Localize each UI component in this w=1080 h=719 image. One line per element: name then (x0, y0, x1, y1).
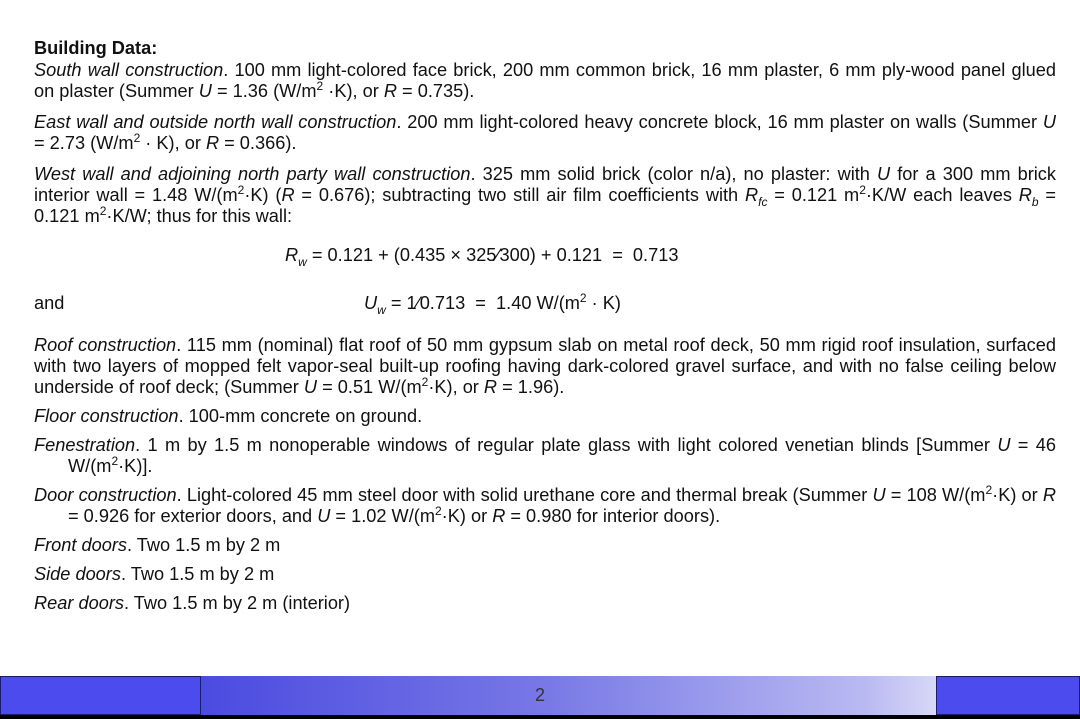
east-wall-text-3: · K), or (140, 133, 206, 153)
door-text-7: = 0.980 for interior doors). (505, 506, 721, 526)
roof-text-1: . 115 mm (nominal) flat roof of 50 mm gypsum slab on metal roof deck, 50 mm rigid roof insulation, surfaced with two layers of mopped felt vapor-seal built-up roofing having dark-colored gravel surface, and with no false ceiling below underside of roof deck; (Summer (34, 335, 1056, 397)
door-r2-symbol: R (492, 506, 506, 526)
west-wall-text-3: ·K) ( (244, 185, 282, 205)
side-doors-text: . Two 1.5 m by 2 m (120, 564, 275, 584)
door-text-5: = 1.02 W/(m (330, 506, 435, 526)
south-wall-label: South wall construction (34, 60, 224, 80)
door-r-symbol: R (1042, 485, 1056, 505)
roof-r-symbol: R (483, 377, 498, 397)
door-superscript-1: 2 (985, 483, 993, 497)
slide-content (34, 38, 1056, 614)
west-wall-label: West wall and adjoining north party wall construction (34, 164, 471, 184)
south-wall-text-3: ·K), or (323, 81, 384, 101)
page-number: 2 (534, 685, 545, 705)
east-wall-text-2: = 2.73 (W/m (34, 133, 134, 153)
east-wall-label: East wall and outside north wall construction (34, 112, 397, 132)
west-wall-superscript-3: 2 (99, 204, 107, 218)
bottom-edge-bar (0, 715, 1080, 719)
floor-paragraph (34, 406, 1056, 427)
south-wall-r-symbol: R (383, 81, 397, 101)
fenestration-text-1: . 1 m by 1.5 m nonoperable windows of regular plate glass with light colored venetian blinds [Summer (135, 435, 998, 455)
front-doors-text: . Two 1.5 m by 2 m (127, 535, 281, 555)
rw-equation-subscript: w (298, 255, 307, 269)
floor-label: Floor construction (34, 406, 179, 426)
uw-equation-superscript: 2 (579, 291, 587, 305)
south-wall-superscript: 2 (316, 79, 324, 93)
west-wall-rb-symbol: R (1018, 185, 1032, 205)
rw-equation-variable: R (285, 245, 299, 265)
fenestration-label: Fenestration (34, 435, 136, 455)
floor-text-1: . 100-mm concrete on ground. (178, 406, 423, 426)
side-doors-paragraph (34, 564, 1056, 585)
door-text-4: = 0.926 for exterior doors, and (68, 506, 318, 526)
roof-text-2: = 0.51 W/(m (317, 377, 422, 397)
south-wall-text-4: = 0.735). (396, 81, 475, 101)
west-wall-text-7: = 0.121 m (34, 185, 1056, 226)
door-text-2: = 108 W/(m (885, 485, 986, 505)
door-superscript-2: 2 (434, 504, 442, 518)
rw-equation-expression: = 0.121 + (0.435 × 325∕300) + 0.121 = 0.713 (306, 245, 679, 265)
front-doors-label: Front doors (34, 535, 127, 555)
door-text-6: ·K) or (441, 506, 493, 526)
west-wall-text-5: = 0.121 m (767, 185, 860, 205)
door-text-3: ·K) or (992, 485, 1043, 505)
east-wall-superscript: 2 (133, 131, 141, 145)
rw-equation (34, 245, 1056, 271)
west-wall-rfc-subscript: fc (758, 195, 768, 209)
fenestration-paragraph (34, 435, 1056, 477)
south-wall-u-symbol: U (198, 81, 212, 101)
roof-u-symbol: U (303, 377, 318, 397)
uw-equation-text (364, 291, 621, 317)
door-u2-symbol: U (317, 506, 331, 526)
west-wall-superscript-2: 2 (859, 183, 866, 197)
door-paragraph (34, 485, 1056, 527)
door-u-symbol: U (872, 485, 886, 505)
side-doors-label: Side doors (34, 564, 121, 584)
door-text-1: . Light-colored 45 mm steel door with solid urethane core and thermal break (Summer (176, 485, 873, 505)
east-wall-r-symbol: R (205, 133, 220, 153)
roof-text-3: ·K), or (428, 377, 484, 397)
fenestration-superscript: 2 (111, 454, 119, 468)
west-wall-text-2: for a 300 mm brick interior wall = 1.48 W/(m (34, 164, 1056, 205)
east-wall-text-1: . 200 mm light-colored heavy concrete block, 16 mm plaster on walls (Summer (396, 112, 1043, 132)
fenestration-text-3: ·K)]. (118, 456, 153, 476)
south-wall-text-2: = 1.36 (W/m (211, 81, 317, 101)
east-wall-paragraph (34, 112, 1056, 154)
slide-footer-bar (0, 676, 1080, 715)
uw-equation-expression-end: · K) (586, 293, 621, 313)
west-wall-text-4: = 0.676); subtracting two still air film coefficients with (294, 185, 745, 205)
roof-paragraph (34, 335, 1056, 398)
west-wall-text-8: ·K/W; thus for this wall: (106, 206, 293, 226)
roof-label: Roof construction (34, 335, 177, 355)
west-wall-text-1: . 325 mm solid brick (color n/a), no plaster: with (470, 164, 878, 184)
uw-equation-variable: U (364, 293, 378, 313)
front-doors-paragraph (34, 535, 1056, 556)
roof-text-4: = 1.96). (497, 377, 565, 397)
east-wall-text-4: = 0.366). (219, 133, 297, 153)
uw-equation-and-label: and (34, 293, 65, 313)
west-wall-superscript-1: 2 (237, 183, 245, 197)
roof-superscript: 2 (421, 375, 429, 389)
south-wall-paragraph (34, 60, 1056, 102)
west-wall-paragraph (34, 164, 1056, 227)
uw-equation-expression: = 1∕0.713 = 1.40 W/(m (385, 293, 580, 313)
rear-doors-paragraph (34, 593, 1056, 614)
west-wall-u-symbol: U (877, 164, 891, 184)
rw-equation-text (285, 245, 679, 269)
west-wall-rb-subscript: b (1031, 195, 1039, 209)
rear-doors-label: Rear doors (34, 593, 124, 613)
west-wall-rfc-symbol: R (744, 185, 759, 205)
rear-doors-text: . Two 1.5 m by 2 m (interior) (123, 593, 351, 613)
south-wall-text-1: . 100 mm light-colored face brick, 200 mm common brick, 16 mm plaster, 6 mm ply-wood panel glued on plaster (Summer (34, 60, 1056, 101)
page-heading: Building Data: (34, 38, 158, 58)
west-wall-text-6: ·K/W each leaves (865, 185, 1019, 205)
uw-equation-subscript: w (377, 303, 386, 317)
west-wall-r-symbol: R (281, 185, 295, 205)
uw-equation (34, 293, 1056, 319)
door-label: Door construction (34, 485, 177, 505)
fenestration-text-2: = 46 W/(m (68, 435, 1056, 476)
east-wall-u-symbol: U (1042, 112, 1056, 132)
fenestration-u-symbol: U (997, 435, 1011, 455)
